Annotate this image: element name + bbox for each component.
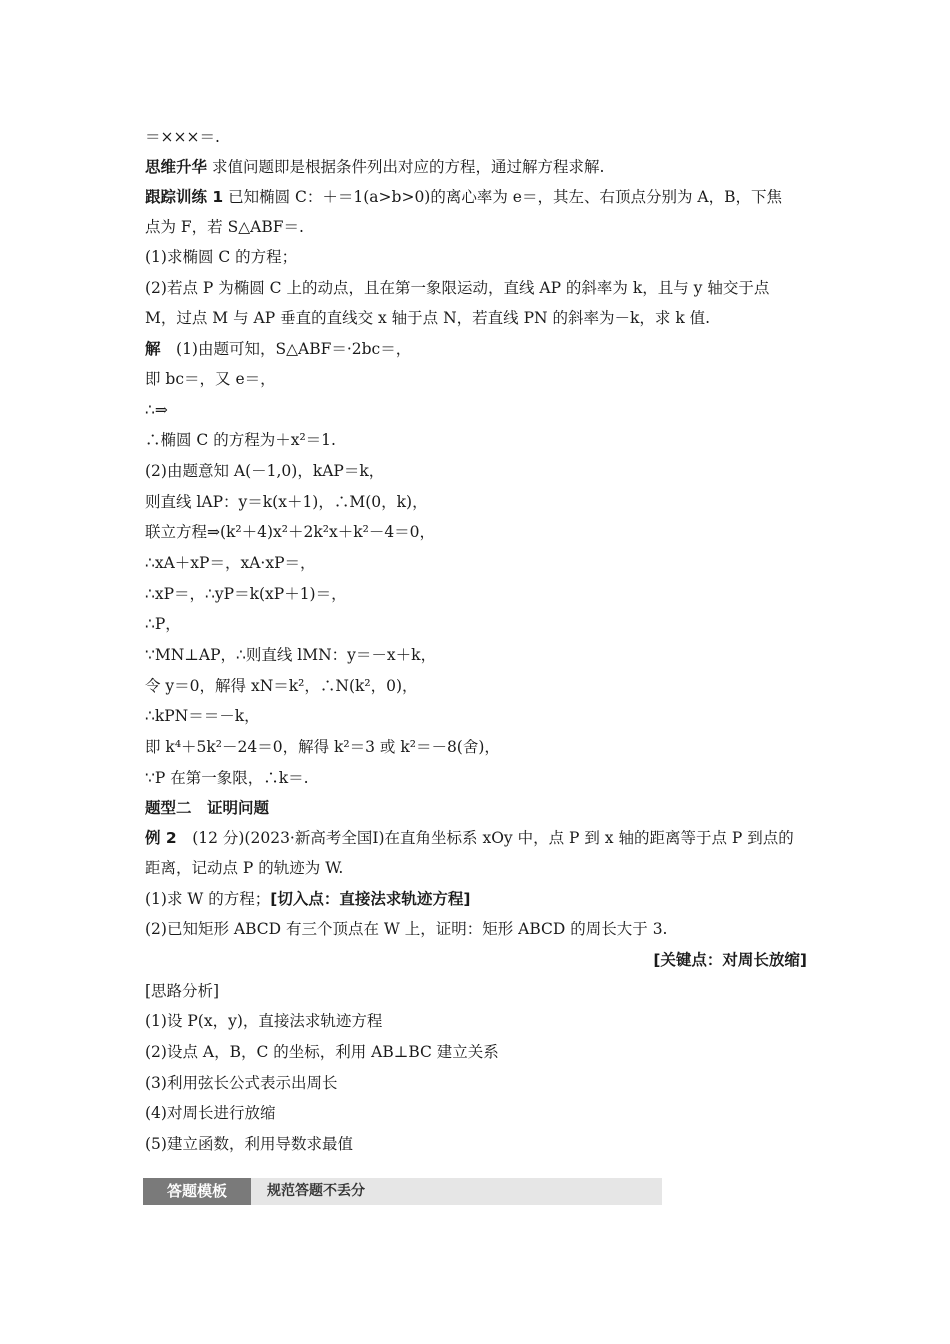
list-item: (3)利用弦长公式表示出周长	[145, 1074, 338, 1092]
list-item: (5)建立函数，利用导数求最值	[145, 1135, 353, 1153]
text-line: 即 k⁴＋5k²－24＝0，解得 k²＝3 或 k²＝－8(舍)，	[145, 738, 500, 756]
text-line: (2)若点 P 为椭圆 C 上的动点，且在第一象限运动，直线 AP 的斜率为 k，且与 y 轴交于点	[145, 279, 770, 297]
banner-tag: 答题模板	[143, 1178, 251, 1205]
key-point-note: [关键点：对周长放缩]	[653, 951, 807, 969]
text-line: (2)已知矩形 ABCD 有三个顶点在 W 上，证明：矩形 ABCD 的周长大于 3.	[145, 920, 668, 938]
text-line: 令 y＝0，解得 xN＝k²，∴N(k²，0)，	[145, 677, 418, 695]
list-item: (1)设 P(x，y)，直接法求轨迹方程	[145, 1012, 383, 1030]
text-line: M，过点 M 与 AP 垂直的直线交 x 轴于点 N，若直线 PN 的斜率为－k，求 k 值.	[145, 309, 711, 327]
list-item: (2)设点 A，B，C 的坐标，利用 AB⊥BC 建立关系	[145, 1043, 499, 1061]
thinking-summary: 思维升华 求值问题即是根据条件列出对应的方程，通过解方程求解.	[145, 158, 605, 176]
heading-text: 题型二 证明问题	[145, 799, 270, 817]
example-question: 例 2 (12 分)(2023·新高考全国Ⅰ)在直角坐标系 xOy 中，点 P 到 x 轴的距离等于点 P 到点的	[145, 829, 794, 847]
text-line: ＝×××＝.	[145, 128, 220, 146]
solution-label: 解	[145, 340, 161, 358]
section-label: 跟踪训练 1	[145, 188, 224, 206]
text-line: ∴xP＝，∴yP＝k(xP＋1)＝，	[145, 585, 347, 603]
text-line: ∵P 在第一象限，∴k＝.	[145, 769, 309, 787]
text-line: ∵MN⊥AP，∴则直线 lMN：y＝－x＋k，	[145, 646, 437, 664]
text-line: 点为 F，若 S△ABF＝.	[145, 218, 304, 236]
section-label: 思维升华	[145, 158, 208, 176]
example-label: 例 2	[145, 829, 177, 847]
text-line: 距离，记动点 P 的轨迹为 W.	[145, 859, 344, 877]
text-line: 则直线 lAP：y＝k(x＋1)，∴M(0，k)，	[145, 493, 428, 511]
section-heading	[145, 798, 807, 818]
text-line: ∴椭圆 C 的方程为＋x²＝1.	[145, 431, 336, 449]
text-line: 即 bc＝，又 e＝，	[145, 370, 276, 388]
analysis-heading: [思路分析]	[145, 982, 220, 1000]
text-line: 联立方程⇒(k²＋4)x²＋2k²x＋k²－4＝0，	[145, 523, 436, 541]
answer-template-banner	[143, 1178, 662, 1205]
text-line: (2)由题意知 A(－1,0)，kAP＝k，	[145, 462, 385, 480]
text-line: ∴kPN＝＝－k，	[145, 707, 260, 725]
solution-start: 解 (1)由题可知，S△ABF＝·2bc＝，	[145, 340, 412, 358]
entry-point-note: [切入点：直接法求轨迹方程]	[270, 890, 471, 908]
practice-question: 跟踪训练 1 已知椭圆 C：＋＝1(a>b>0)的离心率为 e＝，其左、右顶点分别为 A，B，下焦	[145, 188, 782, 206]
text-line: ∴P，	[145, 615, 181, 633]
list-item: (4)对周长进行放缩	[145, 1104, 276, 1122]
text-line: ∴xA＋xP＝，xA·xP＝，	[145, 554, 316, 572]
text-line: ∴⇒	[145, 401, 168, 419]
banner-text: 规范答题不丢分	[267, 1183, 365, 1199]
text-line: (1)求椭圆 C 的方程；	[145, 248, 298, 266]
text-line: (1)求 W 的方程；[切入点：直接法求轨迹方程]	[145, 890, 471, 908]
